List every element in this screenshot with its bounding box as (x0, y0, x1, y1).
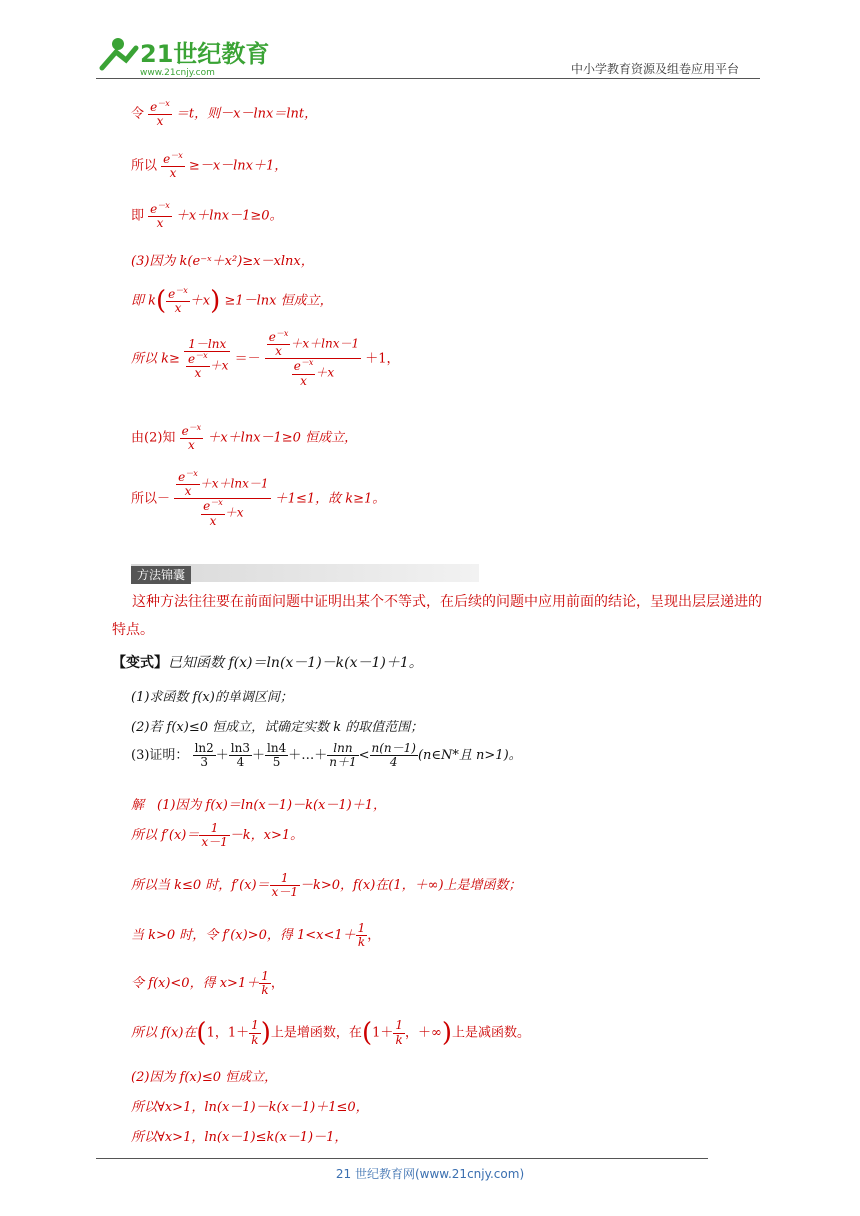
question-3: (3)证明： $\frac{\ln 2}{3}$ ＋ $\frac{\ln 3}{4}$ ＋ $\frac{\ln 4}{5}$ ＋…＋ $\frac{\ln n}{n+1}$ < $\frac{n(n-1)}{4}$ (n∈N*且 n>1)。 (131, 741, 522, 770)
platform-title: 中小学教育资源及组卷应用平台 (571, 62, 740, 76)
logo-url: www.21cnjy.com (140, 68, 215, 78)
solution-line: 令 f(x)<0，得 x>1＋ $\frac{1}{k}$ ， (131, 969, 284, 998)
solution-line: 解 (1)因为 f(x)＝ln(x－1)－k(x－1)＋1， (131, 798, 387, 813)
step-line: 所以 $\frac{e^{-x}}{x}$ ≥－x－lnx＋1， (131, 151, 288, 181)
step-line: 所以 k≥ 1－lnx $\frac{e^{-x}}{x}$ ＋x ＝－ $\frac{e^{-x}}{x}$ ＋x＋lnx－1 $\frac{e^{-x}}{x}$ ＋x ＋1， (131, 329, 400, 388)
solution-line: (2)因为 f(x)≤0 恒成立， (131, 1070, 278, 1085)
footer-link[interactable]: 21 世纪教育网(www.21cnjy.com) (335, 1167, 525, 1181)
footer-divider (96, 1158, 708, 1159)
step-line: 令 $\frac{e^{-x}}{x}$ ＝t，则－x－lnx＝lnt， (131, 99, 318, 129)
solution-line: 所以∀x>1，ln(x－1)－k(x－1)＋1≤0， (131, 1100, 369, 1115)
step-line: 即 k( $\frac{e^{-x}}{x}$ ＋x) ≥1－lnx 恒成立， (131, 285, 333, 316)
solution-line: 所以∀x>1，ln(x－1)≤k(x－1)－1， (131, 1130, 348, 1145)
variant-statement: 【变式】已知函数 f(x)＝ln(x－1)－k(x－1)＋1。 (112, 655, 423, 671)
question-1: (1)求函数 f(x)的单调区间； (131, 690, 293, 705)
step-line: 即 $\frac{e^{-x}}{x}$ ＋x＋lnx－1≥0。 (131, 201, 283, 231)
solution-line: 当 k>0 时，令 f′(x)>0，得 1<x<1＋ $\frac{1}{k}$ ， (131, 921, 381, 950)
header-divider (96, 78, 760, 79)
step-line: 所以－ $\frac{e^{-x}}{x}$ ＋x＋lnx－1 $\frac{e^{-x}}{x}$ ＋x ＋1≤1，故 k≥1。 (131, 469, 386, 528)
step-line: 由(2)知 $\frac{e^{-x}}{x}$ ＋x＋lnx－1≥0 恒成立， (131, 423, 358, 453)
method-badge: 方法锦囊 (131, 564, 479, 582)
method-paragraph: 这种方法往往要在前面问题中证明出某个不等式，在后续的问题中应用前面的结论，呈现出层层递进的特点。 (112, 594, 762, 638)
logo-text: 21世纪教育 (140, 40, 270, 68)
solution-line: 所以 f(x)在(1，1＋ $\frac{1}{k}$ )上是增函数，在(1＋ $\frac{1}{k}$ ，＋∞)上是减函数。 (131, 1018, 531, 1048)
solution-line: 所以 f′(x)＝ $\frac{1}{x-1}$ －k，x>1。 (131, 821, 304, 850)
site-logo (96, 30, 276, 80)
step-line: (3)因为 k(e⁻ˣ＋x²)≥x－xlnx， (131, 254, 314, 269)
question-2: (2)若 f(x)≤0 恒成立，试确定实数 k 的取值范围； (131, 720, 424, 735)
solution-line: 所以当 k≤0 时，f′(x)＝ $\frac{1}{x-1}$ －k>0，f(x)在(1，＋∞)上是增函数； (131, 871, 522, 900)
